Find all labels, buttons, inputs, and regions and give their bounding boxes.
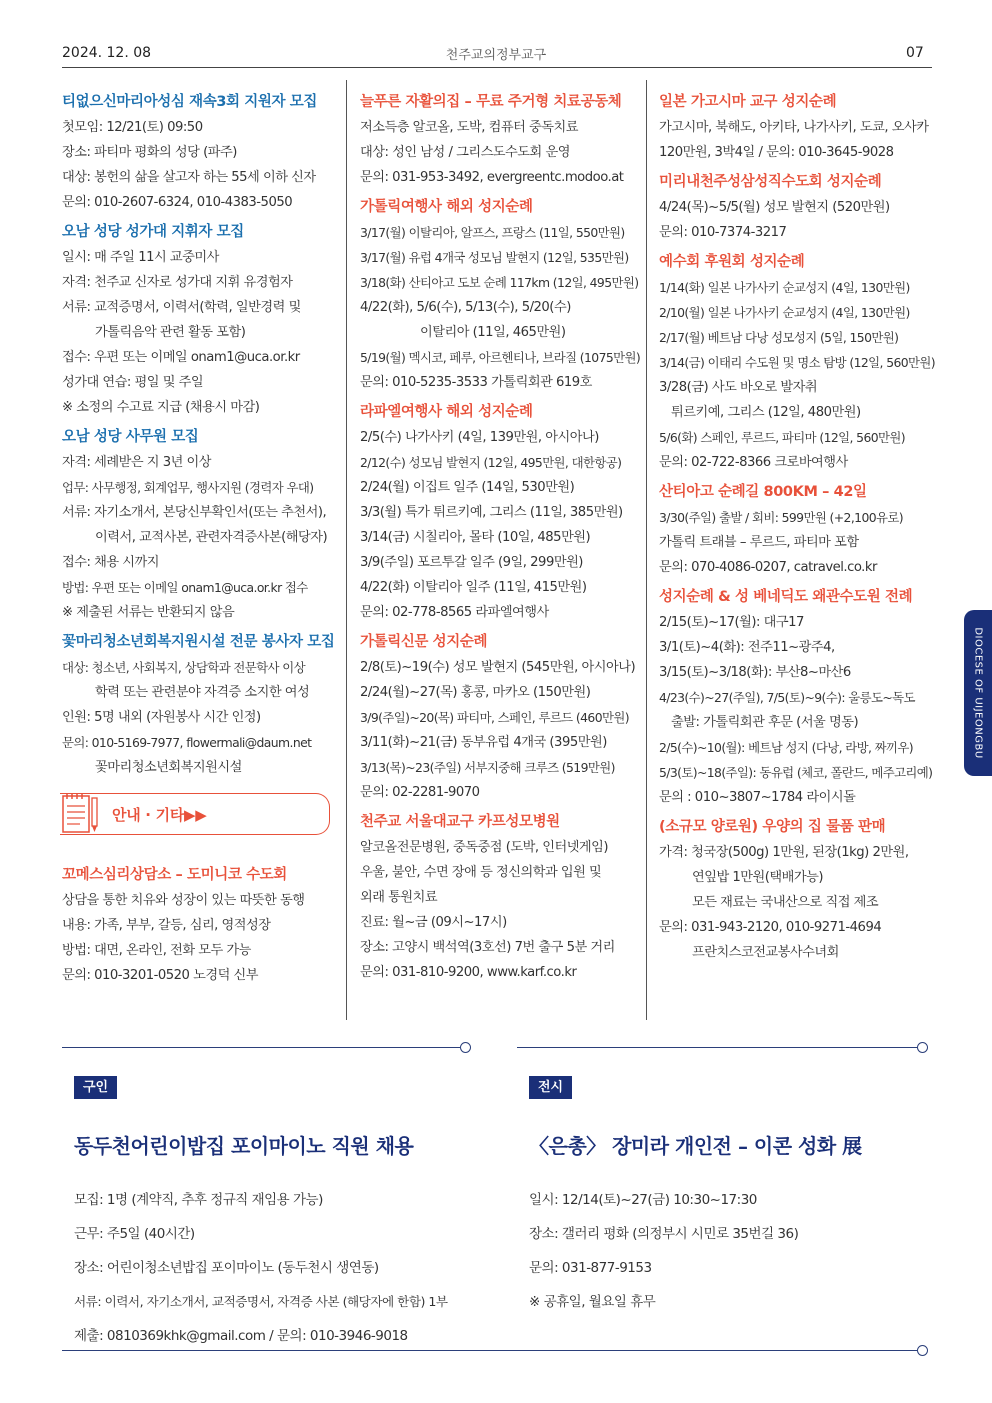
- section-title: 라파엘여행사 해외 성지순례: [360, 404, 533, 420]
- footer-divider: [62, 1350, 917, 1351]
- exhibition-details: [529, 1183, 798, 1319]
- notice-section: [360, 630, 636, 805]
- notice-line: 튀르키예, 그리스 (12일, 480만원): [671, 405, 861, 420]
- column-1: [62, 90, 338, 988]
- detail-line: 장소: 갤러리 평화 (의정부시 시민로 35번길 36): [529, 1226, 799, 1242]
- notice-section: [62, 220, 338, 420]
- notice-line: 5/19(월) 멕시코, 페루, 아르헨티나, 브라질 (1075만원): [360, 350, 641, 365]
- notice-line: 장소: 파티마 평화의 성당 (파주): [62, 145, 237, 160]
- detail-line: 일시: 12/14(토)~27(금) 10:30~17:30: [529, 1192, 757, 1208]
- job-posting-details: [74, 1183, 448, 1353]
- notice-line: 대상: 봉헌의 삶을 살고자 하는 55세 이하 신자: [62, 170, 316, 185]
- notice-line: 문의: 031-810-9200, www.karf.co.kr: [360, 965, 577, 980]
- section-title: 일본 가고시마 교구 성지순례: [659, 94, 837, 110]
- section-title: 가톨릭신문 성지순례: [360, 634, 488, 650]
- notice-line: 진료: 월~금 (09시~17시): [360, 915, 507, 930]
- notice-line: 2/10(월) 일본 나가사키 순교성지 (4일, 130만원): [659, 305, 910, 320]
- notice-line: 2/17(월) 베트남 다낭 성모성지 (5일, 150만원): [659, 330, 899, 345]
- notice-line: 가톨릭음악 관련 활동 포함): [95, 325, 246, 340]
- notice-line: 프란치스코전교봉사수녀회: [692, 945, 839, 960]
- notice-line: 문의: 02-722-8366 크로바여행사: [659, 455, 848, 470]
- diocese-side-tab: [964, 610, 992, 776]
- notice-line: 자격: 천주교 신자로 성가대 지휘 유경험자: [62, 275, 293, 290]
- issue-date: 2024. 12. 08: [62, 45, 152, 61]
- notice-line: 서류: 교적증명서, 이력서(학력, 일반경력 및: [62, 300, 301, 315]
- notice-line: 2/8(토)~19(수) 성모 발현지 (545만원, 아시아나): [360, 660, 636, 675]
- notice-section: [659, 585, 935, 810]
- column-3: [659, 90, 935, 965]
- notice-line: 가격: 청국장(500g) 1만원, 된장(1kg) 2만원,: [659, 845, 909, 860]
- notice-line: 접수: 우편 또는 이메일 onam1@uca.or.kr: [62, 350, 300, 365]
- notice-section: [659, 815, 935, 965]
- notice-line: 2/12(수) 성모님 발현지 (12일, 495만원, 대한항공): [360, 455, 622, 470]
- notice-line: 업무: 사무행정, 회계업무, 행사지원 (경력자 우대): [62, 480, 314, 495]
- notepad-pencil-icon: [60, 790, 100, 838]
- notice-section: [659, 480, 935, 580]
- notice-line: 3/9(주일)~20(목) 파티마, 스페인, 루르드 (460만원): [360, 710, 629, 725]
- section-title: 늘푸른 자활의집 – 무료 주거형 치료공동체: [360, 94, 622, 110]
- section-title: 오남 성당 성가대 지휘자 모집: [62, 224, 244, 240]
- notice-line: 4/24(목)~5/5(월) 성모 발현지 (520만원): [659, 200, 890, 215]
- notice-line: 3/3(월) 특가 튀르키예, 그리스 (11일, 385만원): [360, 505, 623, 520]
- notice-section: [659, 250, 935, 475]
- notice-line: 2/24(월)~27(목) 홍콩, 마카오 (150만원): [360, 685, 591, 700]
- notice-line: 4/23(수)~27(주일), 7/5(토)~9(수): 울릉도~독도: [659, 690, 915, 705]
- notice-line: ※ 제출된 서류는 반환되지 않음: [62, 605, 235, 620]
- notice-line: 3/1(토)~4(화): 전주11~광주4,: [659, 640, 835, 655]
- section-title: 오남 성당 사무원 모집: [62, 429, 199, 445]
- notice-line: 저소득층 알코올, 도박, 컴퓨터 중독치료: [360, 120, 578, 135]
- notice-line: 문의: 070-4086-0207, catravel.co.kr: [659, 560, 877, 575]
- header-divider: [62, 67, 932, 68]
- category-tag: 전시: [529, 1076, 572, 1099]
- notice-line: 대상: 성인 남성 / 그리스도수도회 운영: [360, 145, 570, 160]
- notice-line: 문의: 010-5235-3533 가톨릭회관 619호: [360, 375, 592, 390]
- detail-line: 문의: 031-877-9153: [529, 1260, 652, 1276]
- notice-category-banner: [60, 793, 330, 835]
- notice-line: 3/11(화)~21(금) 동부유럽 4개국 (395만원): [360, 735, 607, 750]
- notice-line: 문의: 02-778-8565 라파엘여행사: [360, 605, 549, 620]
- section-divider: [517, 1047, 917, 1048]
- job-posting-title: 동두천어린이밥집 포이마이노 직원 채용: [74, 1134, 414, 1158]
- divider-end-dot: [917, 1042, 928, 1053]
- notice-line: 성가대 연습: 평일 및 주일: [62, 375, 204, 390]
- notice-line: 2/24(월) 이집트 일주 (14일, 530만원): [360, 480, 575, 495]
- notice-line: 3/18(화) 산티아고 도보 순례 117km (12일, 495만원): [360, 275, 639, 290]
- column-2: [360, 90, 641, 985]
- detail-line: ※ 공휴일, 월요일 휴무: [529, 1294, 656, 1310]
- notice-section: [62, 863, 338, 988]
- notice-line: 연잎밥 1만원(택배가능): [692, 870, 824, 885]
- notice-line: 문의: 031-943-2120, 010-9271-4694: [659, 920, 882, 935]
- notice-line: 일시: 매 주일 11시 교중미사: [62, 250, 219, 265]
- notice-line: 내용: 가족, 부부, 갈등, 심리, 영적성장: [62, 918, 271, 933]
- detail-line: 장소: 어린이청소년밥집 포이마이노 (동두천시 생연동): [74, 1260, 379, 1276]
- notice-line: 가톨릭 트래블 – 루르드, 파티마 포함: [659, 535, 859, 550]
- notice-line: 문의: 010-5169-7977, flowermali@daum.net: [62, 735, 312, 750]
- section-title: 티없으신마리아성심 재속3회 지원자 모집: [62, 94, 317, 110]
- section-title: 천주교 서울대교구 카프성모병원: [360, 814, 560, 830]
- notice-line: 출발: 가톨릭회관 후문 (서울 명동): [671, 715, 859, 730]
- publication-title: 천주교의정부교구: [445, 48, 547, 63]
- section-divider: [62, 1047, 460, 1048]
- notice-line: 3/14(금) 시칠리아, 몰타 (10일, 485만원): [360, 530, 591, 545]
- notice-line: 가고시마, 북해도, 아키타, 나가사키, 도쿄, 오사카: [659, 120, 929, 135]
- notice-line: 문의 : 010~3807~1784 라이시돌: [659, 790, 856, 805]
- notice-line: 3/14(금) 이태리 수도원 및 명소 탐방 (12일, 560만원): [659, 355, 936, 370]
- notice-line: 2/5(수) 나가사키 (4일, 139만원, 아시아나): [360, 430, 599, 445]
- detail-line: 모집: 1명 (계약직, 추후 정규직 재임용 가능): [74, 1192, 323, 1208]
- notice-line: 모든 재료는 국내산으로 직접 제조: [692, 895, 879, 910]
- detail-line: 근무: 주5일 (40시간): [74, 1226, 195, 1242]
- notice-line: 3/15(토)~3/18(화): 부산8~마산6: [659, 665, 851, 680]
- notice-section: [659, 170, 935, 245]
- notice-section: [360, 90, 636, 190]
- notice-line: 120만원, 3박4일 / 문의: 010-3645-9028: [659, 145, 894, 160]
- notice-section: [62, 90, 338, 215]
- notice-line: 알코올전문병원, 중독중점 (도박, 인터넷게임): [360, 840, 609, 855]
- notice-line: 이력서, 교적사본, 관련자격증사본(해당자): [95, 530, 328, 545]
- notice-line: 자격: 세례받은 지 3년 이상: [62, 455, 211, 470]
- category-tag: 구인: [74, 1076, 117, 1099]
- notice-line: 대상: 청소년, 사회복지, 상담학과 전문학사 이상: [62, 660, 305, 675]
- notice-line: 5/3(토)~18(주일): 동유럽 (체코, 폴란드, 메주고리예): [659, 765, 933, 780]
- notice-line: 접수: 채용 시까지: [62, 555, 160, 570]
- notice-line: 꽃마리청소년회복지원시설: [95, 760, 242, 775]
- section-title: 예수회 후원회 성지순례: [659, 254, 805, 270]
- divider-end-dot: [460, 1042, 471, 1053]
- column-divider: [646, 80, 647, 1020]
- notice-line: 문의: 031-953-3492, evergreentc.modoo.at: [360, 170, 624, 185]
- notice-line: 3/28(금) 사도 바오로 발자취: [659, 380, 818, 395]
- section-title: 꼬메스심리상담소 – 도미니코 수도회: [62, 867, 287, 883]
- section-title: 성지순례 & 성 베네딕도 왜관수도원 전례: [659, 589, 913, 605]
- notice-line: 3/13(목)~23(주일) 서부지중해 크루즈 (519만원): [360, 760, 615, 775]
- notice-line: 문의: 02-2281-9070: [360, 785, 480, 800]
- column-divider: [346, 80, 347, 1020]
- notice-line: 5/6(화) 스페인, 루르드, 파티마 (12일, 560만원): [659, 430, 906, 445]
- notice-line: 서류: 자기소개서, 본당신부확인서(또는 추천서),: [62, 505, 327, 520]
- notice-section: [360, 810, 636, 985]
- notice-line: 인원: 5명 내외 (자원봉사 시간 인정): [62, 710, 261, 725]
- notice-line: 이탈리아 (11일, 465만원): [420, 325, 566, 340]
- notice-section: [360, 400, 636, 625]
- notice-line: 4/22(화), 5/6(수), 5/13(수), 5/20(수): [360, 300, 571, 315]
- section-title: 가톨릭여행사 해외 성지순례: [360, 199, 533, 215]
- notice-line: 2/15(토)~17(월): 대구17: [659, 615, 804, 630]
- notice-line: 학력 또는 관련분야 자격증 소지한 여성: [95, 685, 310, 700]
- detail-line: 서류: 이력서, 자기소개서, 교적증명서, 자격증 사본 (해당자에 한함) 1부: [74, 1294, 448, 1309]
- notice-section: [62, 425, 338, 625]
- notice-section: [62, 630, 338, 780]
- notice-line: 첫모임: 12/21(토) 09:50: [62, 120, 203, 135]
- notice-line: 우울, 불안, 수면 장애 등 정신의학과 입원 및: [360, 865, 602, 880]
- notice-line: 문의: 010-7374-3217: [659, 225, 787, 240]
- notice-line: 문의: 010-3201-0520 노경덕 신부: [62, 968, 259, 983]
- notice-line: 상담을 통한 치유와 성장이 있는 따뜻한 동행: [62, 893, 305, 908]
- notice-line: 2/5(수)~10(월): 베트남 성지 (다낭, 라방, 짜끼우): [659, 740, 914, 755]
- notice-line: 3/9(주일) 포르투갈 일주 (9일, 299만원): [360, 555, 583, 570]
- notice-line: 외래 통원치료: [360, 890, 438, 905]
- section-title: 꽃마리청소년회복지원시설 전문 봉사자 모집: [62, 634, 335, 650]
- notice-line: 장소: 고양시 백석역(3호선) 7번 출구 5분 거리: [360, 940, 615, 955]
- notice-line: 1/14(화) 일본 나가사키 순교성지 (4일, 130만원): [659, 280, 910, 295]
- notice-line: 3/30(주일) 출발 / 회비: 599만원 (+2,100유로): [659, 510, 904, 525]
- page-number: 07: [906, 45, 924, 61]
- section-title: 산티아고 순례길 800KM – 42일: [659, 484, 867, 500]
- detail-line: 제출: 0810369khk@gmail.com / 문의: 010-3946-9018: [74, 1328, 408, 1344]
- exhibition-title: 〈은총〉 장미라 개인전 – 이콘 성화 展: [529, 1134, 862, 1158]
- side-tab-label: DIOCESE OF UIJEONGBU: [972, 627, 984, 759]
- notice-section: [659, 90, 935, 165]
- notice-line: 방법: 우편 또는 이메일 onam1@uca.or.kr 접수: [62, 580, 308, 595]
- notice-line: 4/22(화) 이탈리아 일주 (11일, 415만원): [360, 580, 587, 595]
- notice-line: 문의: 010-2607-6324, 010-4383-5050: [62, 195, 293, 210]
- notice-section: [360, 195, 641, 395]
- notice-line: 방법: 대면, 온라인, 전화 모두 가능: [62, 943, 251, 958]
- notice-line: 3/17(월) 이탈리아, 알프스, 프랑스 (11일, 550만원): [360, 225, 625, 240]
- notice-line: ※ 소정의 수고료 지급 (채용시 마감): [62, 400, 260, 415]
- notice-line: 3/17(월) 유럽 4개국 성모님 발현지 (12일, 535만원): [360, 250, 629, 265]
- notice-category-label: 안내 · 기타▶▶: [112, 806, 207, 824]
- section-title: (소규모 양로원) 우양의 집 물품 판매: [659, 819, 886, 835]
- section-title: 미리내천주성삼성직수도회 성지순례: [659, 174, 882, 190]
- divider-end-dot: [917, 1345, 928, 1356]
